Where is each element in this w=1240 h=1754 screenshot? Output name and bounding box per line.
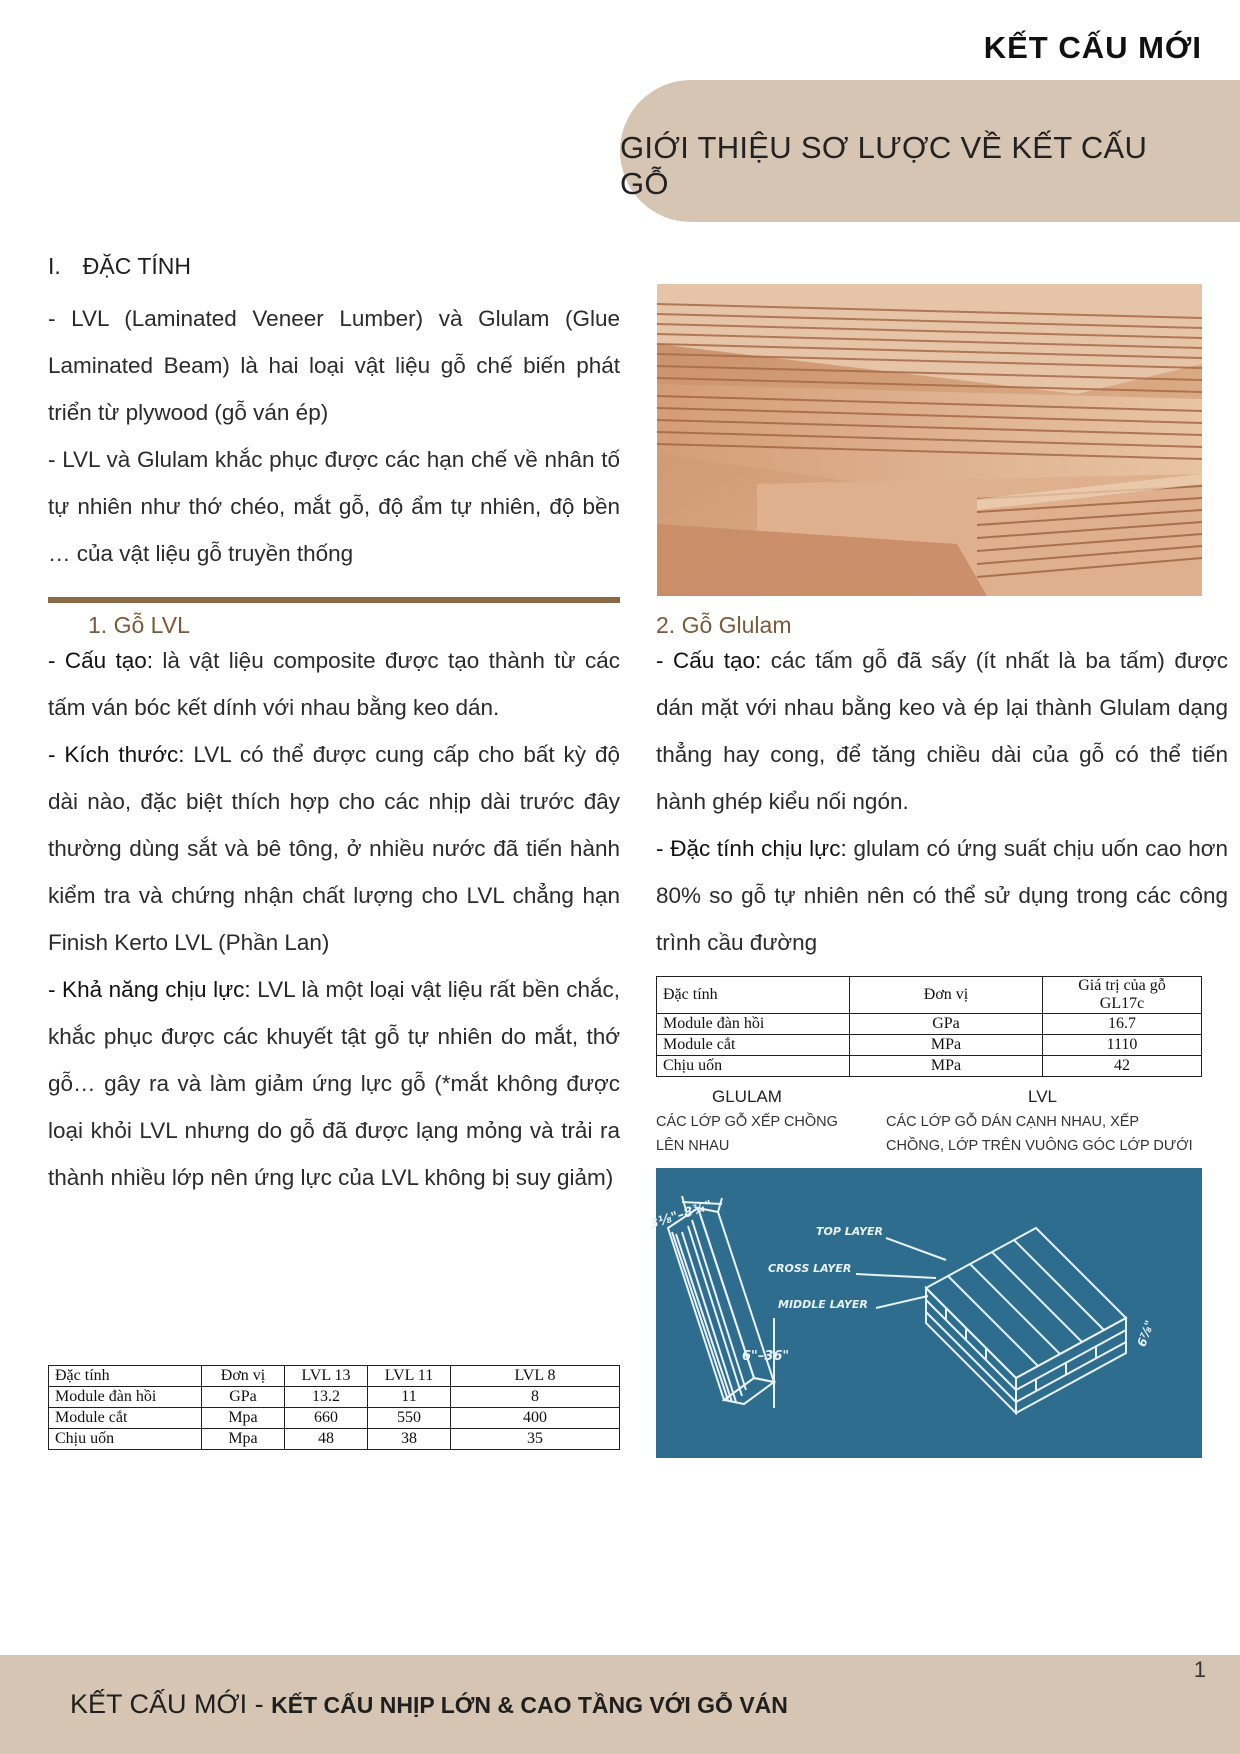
dimension-label: 6⅞" — [1134, 1318, 1157, 1349]
title-banner — [620, 80, 1240, 222]
intro-paragraphs — [48, 295, 620, 577]
top-layer-label: TOP LAYER — [816, 1225, 883, 1238]
table-header-line: GL17c — [1099, 995, 1145, 1012]
glulam-caption — [656, 1110, 838, 1158]
middle-layer-label: MIDDLE LAYER — [778, 1298, 868, 1311]
table-row — [49, 1429, 620, 1450]
table-cell: Đơn vị — [202, 1366, 285, 1387]
lvl-load-paragraph — [48, 966, 620, 1201]
footer-prefix: KẾT CẤU MỚI - — [70, 1689, 272, 1719]
table-cell: LVL 13 — [285, 1366, 368, 1387]
table-cell: 660 — [285, 1408, 368, 1429]
footer-text — [70, 1689, 788, 1720]
table-cell: MPa — [850, 1056, 1043, 1077]
table-cell: 11 — [368, 1387, 451, 1408]
footer-subtitle: KẾT CẤU NHỊP LỚN & CAO TẦNG VỚI GỖ VÁN — [271, 1692, 788, 1718]
section-title: ĐẶC TÍNH — [82, 253, 191, 279]
plywood-stack-photo — [657, 284, 1202, 596]
table-cell: 35 — [451, 1429, 620, 1450]
table-cell: 1110 — [1043, 1035, 1202, 1056]
lvl-size-paragraph — [48, 731, 620, 966]
table-row — [657, 1056, 1202, 1077]
table-cell: Module cắt — [657, 1035, 850, 1056]
table-cell: Module cắt — [49, 1408, 202, 1429]
table-header-row — [657, 977, 1202, 1014]
lvl-structure-label: - Cấu tạo: — [48, 648, 154, 673]
lvl-caption — [886, 1110, 1193, 1158]
lvl-spec-table — [48, 1365, 620, 1450]
glulam-spec-table — [656, 976, 1202, 1077]
section-heading — [48, 253, 191, 280]
table-cell: Module đàn hồi — [49, 1387, 202, 1408]
glulam-caption-line: LÊN NHAU — [656, 1138, 730, 1154]
table-row — [49, 1408, 620, 1429]
page-title: GIỚI THIỆU SƠ LƯỢC VỀ KẾT CẤU GỖ — [620, 130, 1148, 201]
dimension-label: 6"–36" — [742, 1349, 790, 1364]
lvl-structure-paragraph — [48, 637, 620, 731]
lvl-size-text: LVL có thể được cung cấp cho bất kỳ độ dài nào, đặc biệt thích hợp cho các nhịp dài trước đây thường dùng sắt và bê tông, ở nhiều nước đã tiến hành kiểm tra và chứng nhận chất lượng cho LVL chẳng hạn Finish Kerto LVL (Phần Lan) — [48, 742, 620, 955]
table-cell: Đặc tính — [657, 977, 850, 1014]
table-cell: MPa — [850, 1035, 1043, 1056]
table-row — [49, 1387, 620, 1408]
table-cell: 42 — [1043, 1056, 1202, 1077]
section-divider — [48, 597, 620, 603]
glulam-structure-paragraph — [656, 637, 1228, 825]
lvl-heading: 1. Gỗ LVL — [88, 612, 190, 638]
glulam-structure-label: - Cấu tạo: — [656, 648, 762, 673]
table-cell: Đơn vị — [850, 977, 1043, 1014]
table-cell — [1043, 977, 1202, 1014]
table-cell: Mpa — [202, 1429, 285, 1450]
lvl-body — [48, 637, 620, 1201]
table-cell: 16.7 — [1043, 1014, 1202, 1035]
brand-title: KẾT CẤU MỚI — [983, 30, 1202, 65]
table-cell: LVL 11 — [368, 1366, 451, 1387]
table-cell: LVL 8 — [451, 1366, 620, 1387]
table-cell: GPa — [202, 1387, 285, 1408]
blueprint-illustration — [647, 1168, 1202, 1458]
table-header-line: Giá trị của gỗ — [1078, 977, 1166, 994]
cross-layer-label: CROSS LAYER — [768, 1262, 852, 1275]
intro-paragraph-2: - LVL và Glulam khắc phục được các hạn chế về nhân tố tự nhiên như thớ chéo, mắt gỗ, độ ẩm tự nhiên, độ bền … của vật liệu gỗ truyền thống — [48, 447, 620, 566]
glulam-load-label: - Đặc tính chịu lực: — [656, 836, 847, 861]
glulam-load-text: glulam có ứng suất chịu uốn cao hơn 80% so gỗ tự nhiên nên có thể sử dụng trong các công trình cầu đường — [656, 836, 1228, 955]
intro-paragraph-1: - LVL (Laminated Veneer Lumber) và Glulam (Glue Laminated Beam) là hai loại vật liệu gỗ chế biến phát triển từ plywood (gỗ ván ép) — [48, 306, 620, 425]
lvl-caption-line: CHỒNG, LỚP TRÊN VUÔNG GÓC LỚP DƯỚI — [886, 1138, 1193, 1154]
page-footer — [0, 1655, 1240, 1754]
table-cell: 38 — [368, 1429, 451, 1450]
table-cell: GPa — [850, 1014, 1043, 1035]
table-cell: Chịu uốn — [657, 1056, 850, 1077]
table-cell: Module đàn hồi — [657, 1014, 850, 1035]
lvl-caption-line: CÁC LỚP GỖ DÁN CẠNH NHAU, XẾP — [886, 1114, 1140, 1130]
glulam-heading: 2. Gỗ Glulam — [656, 612, 792, 638]
lvl-size-label: - Kích thước: — [48, 742, 185, 767]
glulam-body — [656, 637, 1228, 966]
lvl-load-label: - Khả năng chịu lực: — [48, 977, 251, 1002]
lvl-structure-text: là vật liệu composite được tạo thành từ các tấm ván bóc kết dính với nhau bằng keo dán. — [48, 648, 620, 720]
glulam-caption-line: CÁC LỚP GỖ XẾP CHỒNG — [656, 1114, 838, 1130]
table-cell: Chịu uốn — [49, 1429, 202, 1450]
table-cell: Mpa — [202, 1408, 285, 1429]
table-row — [657, 1014, 1202, 1035]
table-cell: 400 — [451, 1408, 620, 1429]
table-cell: 13.2 — [285, 1387, 368, 1408]
glulam-load-paragraph — [656, 825, 1228, 966]
glulam-caption-title: GLULAM — [712, 1087, 782, 1106]
table-cell: Đặc tính — [49, 1366, 202, 1387]
section-number: I. — [48, 253, 61, 279]
lvl-load-text: LVL là một loại vật liệu rất bền chắc, khắc phục được các khuyết tật gỗ tự nhiên do mắt, thớ gỗ… gây ra và làm giảm ứng lực gỗ (*mắt không được loại khỏi LVL nhưng do gỗ đã được lạng mỏng và trải ra thành nhiều lớp nên ứng lực của LVL không bị suy giảm) — [48, 977, 620, 1190]
table-row — [657, 1035, 1202, 1056]
table-header-row — [49, 1366, 620, 1387]
page-number: 1 — [1193, 1657, 1206, 1682]
glulam-structure-text: các tấm gỗ đã sấy (ít nhất là ba tấm) được dán mặt với nhau bằng keo và ép lại thành Glulam dạng thẳng hay cong, để tăng chiều dài của gỗ có thể tiến hành ghép kiểu nối ngón. — [656, 648, 1228, 814]
table-cell: 48 — [285, 1429, 368, 1450]
dimension-label: 3⅛"–8¾" — [647, 1198, 715, 1233]
lvl-caption-title: LVL — [1028, 1087, 1057, 1106]
table-cell: 550 — [368, 1408, 451, 1429]
table-cell: 8 — [451, 1387, 620, 1408]
